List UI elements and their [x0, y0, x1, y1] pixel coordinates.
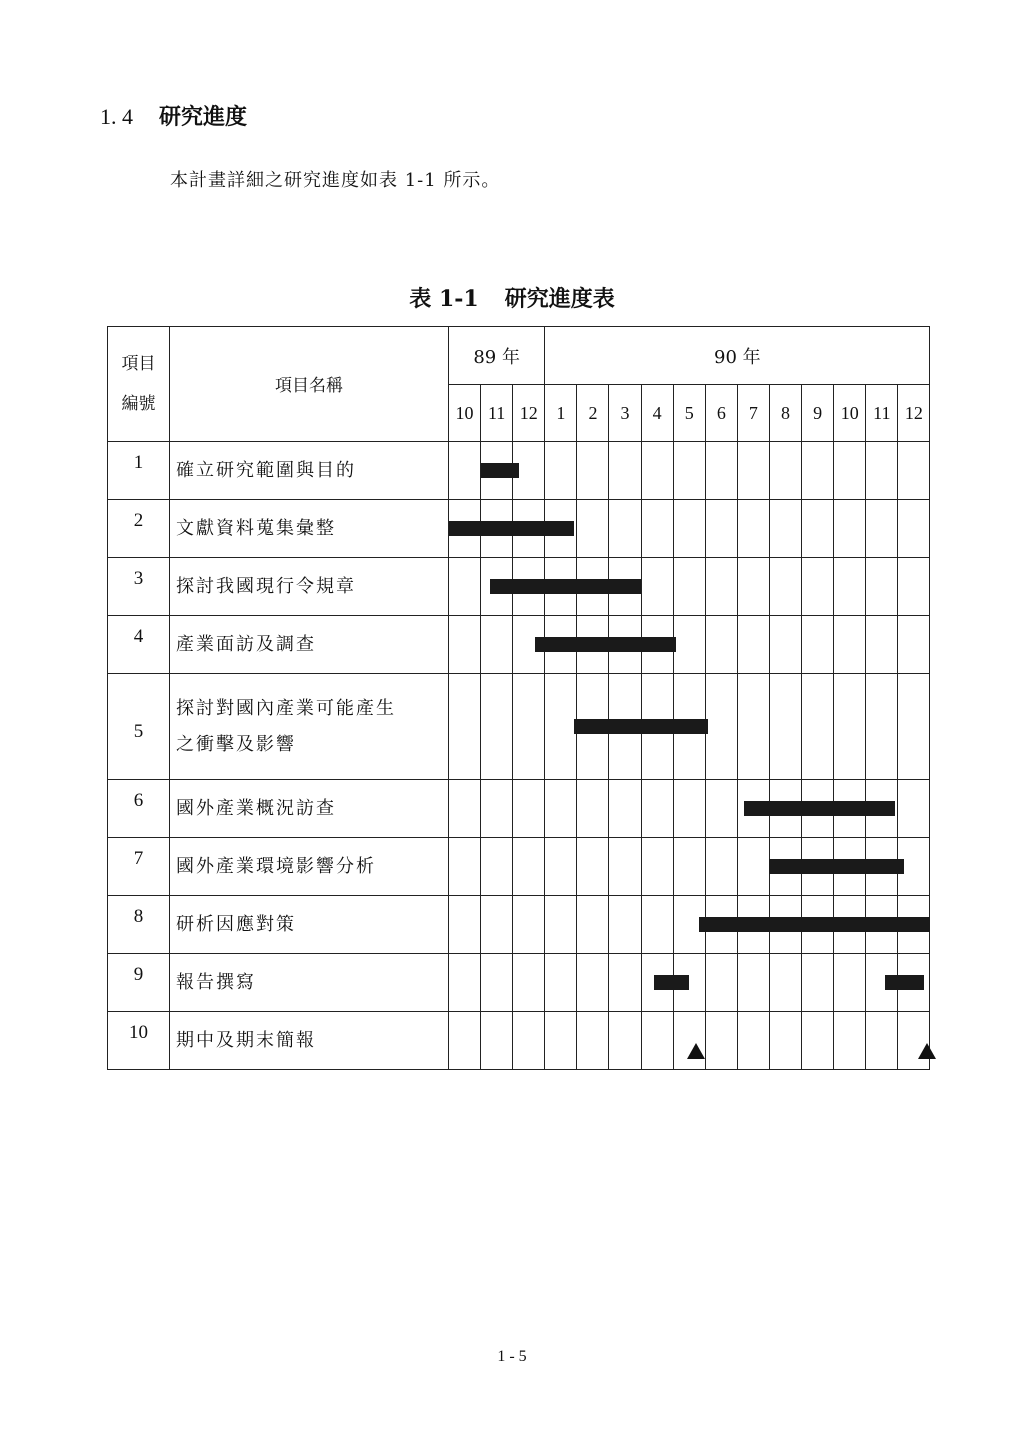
schedule-row	[108, 838, 930, 896]
month-cell	[834, 674, 866, 780]
month-cell	[769, 1012, 801, 1070]
month-cell	[673, 780, 705, 838]
month-cell	[898, 780, 930, 838]
item-name: 研析因應對策	[170, 896, 449, 954]
month-cell	[449, 954, 481, 1012]
page-number: 1 - 5	[497, 1348, 527, 1365]
month-cell	[834, 954, 866, 1012]
month-cell	[834, 442, 866, 500]
month-cell	[513, 780, 545, 838]
month-cell	[834, 500, 866, 558]
month-cell	[673, 1012, 705, 1070]
month-cell	[577, 1012, 609, 1070]
month-cell	[481, 780, 513, 838]
header-item-name: 項目名稱	[170, 327, 449, 442]
item-number: 1	[108, 442, 170, 500]
month-cell	[577, 954, 609, 1012]
month-cell	[641, 838, 673, 896]
month-cell	[737, 500, 769, 558]
month-cell	[705, 780, 737, 838]
schedule-row	[108, 1012, 930, 1070]
schedule-row	[108, 674, 930, 780]
month-cell	[641, 896, 673, 954]
month-cell	[898, 896, 930, 954]
month-cell	[673, 838, 705, 896]
month-cell	[737, 558, 769, 616]
month-cell	[481, 1012, 513, 1070]
month-cell	[866, 838, 898, 896]
schedule-row	[108, 500, 930, 558]
item-number: 2	[108, 500, 170, 558]
month-cell	[577, 616, 609, 674]
item-name: 報告撰寫	[170, 954, 449, 1012]
month-cell	[545, 442, 577, 500]
month-cell	[609, 896, 641, 954]
month-cell	[769, 954, 801, 1012]
month-cell	[866, 780, 898, 838]
item-number: 10	[108, 1012, 170, 1070]
item-number: 9	[108, 954, 170, 1012]
month-cell	[609, 500, 641, 558]
month-cell	[673, 442, 705, 500]
table-caption-label: 表 1-1	[409, 286, 479, 312]
month-cell	[834, 780, 866, 838]
month-cell	[866, 954, 898, 1012]
month-cell	[449, 780, 481, 838]
month-cell	[866, 500, 898, 558]
item-number: 4	[108, 616, 170, 674]
month-cell	[641, 442, 673, 500]
month-cell	[577, 442, 609, 500]
month-cell	[898, 616, 930, 674]
month-header: 2	[577, 385, 609, 442]
month-cell	[769, 896, 801, 954]
month-cell	[802, 780, 834, 838]
month-cell	[705, 442, 737, 500]
month-cell	[481, 442, 513, 500]
month-cell	[769, 616, 801, 674]
month-cell	[737, 838, 769, 896]
month-header: 12	[898, 385, 930, 442]
month-cell	[737, 616, 769, 674]
intro-paragraph: 本計畫詳細之研究進度如表 1-1 所示。	[170, 170, 501, 191]
month-cell	[641, 500, 673, 558]
month-cell	[577, 838, 609, 896]
month-header: 7	[737, 385, 769, 442]
schedule-row	[108, 442, 930, 500]
month-cell	[545, 954, 577, 1012]
month-cell	[802, 558, 834, 616]
month-cell	[834, 1012, 866, 1070]
month-cell	[769, 674, 801, 780]
month-cell	[609, 780, 641, 838]
schedule-row	[108, 896, 930, 954]
month-header: 6	[705, 385, 737, 442]
month-cell	[737, 896, 769, 954]
month-cell	[481, 558, 513, 616]
section-number: 1. 4	[100, 104, 133, 129]
month-header: 11	[866, 385, 898, 442]
month-cell	[641, 954, 673, 1012]
month-cell	[673, 500, 705, 558]
month-cell	[481, 674, 513, 780]
month-cell	[545, 616, 577, 674]
month-cell	[898, 558, 930, 616]
month-cell	[513, 616, 545, 674]
month-cell	[449, 500, 481, 558]
month-cell	[449, 1012, 481, 1070]
month-header: 8	[769, 385, 801, 442]
month-cell	[609, 838, 641, 896]
month-cell	[577, 896, 609, 954]
month-cell	[481, 616, 513, 674]
schedule-row	[108, 616, 930, 674]
month-cell	[737, 442, 769, 500]
month-cell	[834, 558, 866, 616]
month-cell	[545, 500, 577, 558]
month-header: 5	[673, 385, 705, 442]
item-name-line: 之衝擊及影響	[176, 733, 296, 755]
month-cell	[609, 674, 641, 780]
schedule-row	[108, 954, 930, 1012]
month-cell	[609, 1012, 641, 1070]
month-cell	[866, 896, 898, 954]
month-cell	[481, 838, 513, 896]
month-cell	[545, 558, 577, 616]
month-cell	[513, 674, 545, 780]
month-cell	[513, 442, 545, 500]
table-caption	[0, 282, 1024, 313]
month-cell	[705, 616, 737, 674]
month-header: 10	[449, 385, 481, 442]
month-cell	[802, 896, 834, 954]
month-cell	[898, 442, 930, 500]
month-cell	[898, 500, 930, 558]
month-cell	[898, 1012, 930, 1070]
month-cell	[866, 442, 898, 500]
header-item-no: 項目 編號	[108, 327, 170, 442]
month-cell	[449, 558, 481, 616]
month-cell	[673, 674, 705, 780]
month-cell	[545, 896, 577, 954]
item-name: 國外產業概況訪查	[170, 780, 449, 838]
month-cell	[769, 838, 801, 896]
month-cell	[577, 558, 609, 616]
month-cell	[641, 616, 673, 674]
month-cell	[513, 558, 545, 616]
month-cell	[513, 500, 545, 558]
item-name: 確立研究範圍與目的	[170, 442, 449, 500]
item-name	[170, 674, 449, 780]
month-header: 12	[513, 385, 545, 442]
month-header: 3	[609, 385, 641, 442]
item-number: 8	[108, 896, 170, 954]
month-cell	[577, 674, 609, 780]
month-cell	[898, 674, 930, 780]
month-cell	[705, 1012, 737, 1070]
month-cell	[577, 500, 609, 558]
item-number: 3	[108, 558, 170, 616]
month-cell	[641, 558, 673, 616]
month-cell	[898, 954, 930, 1012]
month-cell	[705, 896, 737, 954]
month-cell	[673, 616, 705, 674]
month-cell	[769, 442, 801, 500]
month-cell	[481, 500, 513, 558]
month-cell	[673, 896, 705, 954]
month-cell	[802, 442, 834, 500]
month-cell	[513, 838, 545, 896]
item-number: 6	[108, 780, 170, 838]
month-cell	[802, 954, 834, 1012]
month-cell	[641, 1012, 673, 1070]
month-cell	[449, 896, 481, 954]
month-header: 9	[802, 385, 834, 442]
month-cell	[769, 780, 801, 838]
month-cell	[705, 838, 737, 896]
month-cell	[577, 780, 609, 838]
table-caption-title: 研究進度表	[504, 286, 615, 312]
month-cell	[609, 954, 641, 1012]
header-year-90: 90 年	[545, 327, 930, 385]
month-cell	[705, 674, 737, 780]
month-cell	[513, 896, 545, 954]
month-cell	[737, 1012, 769, 1070]
schedule-row	[108, 558, 930, 616]
item-name: 產業面訪及調查	[170, 616, 449, 674]
header-year-89: 89 年	[449, 327, 545, 385]
month-cell	[609, 558, 641, 616]
schedule-row	[108, 780, 930, 838]
section-heading	[100, 100, 247, 131]
header-row-years	[108, 327, 930, 385]
month-cell	[545, 674, 577, 780]
month-cell	[545, 1012, 577, 1070]
section-title: 研究進度	[159, 104, 248, 130]
month-cell	[705, 558, 737, 616]
month-cell	[866, 616, 898, 674]
item-number: 5	[108, 674, 170, 780]
month-cell	[802, 1012, 834, 1070]
month-cell	[737, 674, 769, 780]
month-header: 4	[641, 385, 673, 442]
month-cell	[769, 558, 801, 616]
month-header: 10	[834, 385, 866, 442]
item-name: 文獻資料蒐集彙整	[170, 500, 449, 558]
month-cell	[769, 500, 801, 558]
month-cell	[705, 500, 737, 558]
month-cell	[834, 896, 866, 954]
month-cell	[449, 616, 481, 674]
month-cell	[449, 838, 481, 896]
month-header: 1	[545, 385, 577, 442]
month-cell	[834, 616, 866, 674]
month-cell	[673, 558, 705, 616]
month-cell	[481, 896, 513, 954]
month-cell	[737, 954, 769, 1012]
month-cell	[481, 954, 513, 1012]
month-cell	[866, 1012, 898, 1070]
month-header: 11	[481, 385, 513, 442]
item-number: 7	[108, 838, 170, 896]
month-cell	[545, 838, 577, 896]
month-cell	[866, 558, 898, 616]
month-cell	[705, 954, 737, 1012]
month-cell	[834, 838, 866, 896]
month-cell	[513, 954, 545, 1012]
month-cell	[866, 674, 898, 780]
month-cell	[673, 954, 705, 1012]
month-cell	[802, 500, 834, 558]
month-cell	[641, 780, 673, 838]
month-cell	[513, 1012, 545, 1070]
month-cell	[449, 674, 481, 780]
schedule-table	[107, 326, 930, 1070]
item-name: 國外產業環境影響分析	[170, 838, 449, 896]
month-cell	[449, 442, 481, 500]
month-cell	[802, 674, 834, 780]
item-name: 期中及期末簡報	[170, 1012, 449, 1070]
month-cell	[802, 838, 834, 896]
month-cell	[898, 838, 930, 896]
month-cell	[609, 442, 641, 500]
month-cell	[737, 780, 769, 838]
month-cell	[802, 616, 834, 674]
month-cell	[545, 780, 577, 838]
item-name-line: 探討對國內產業可能產生	[176, 697, 396, 719]
month-cell	[641, 674, 673, 780]
month-cell	[609, 616, 641, 674]
item-name: 探討我國現行令規章	[170, 558, 449, 616]
